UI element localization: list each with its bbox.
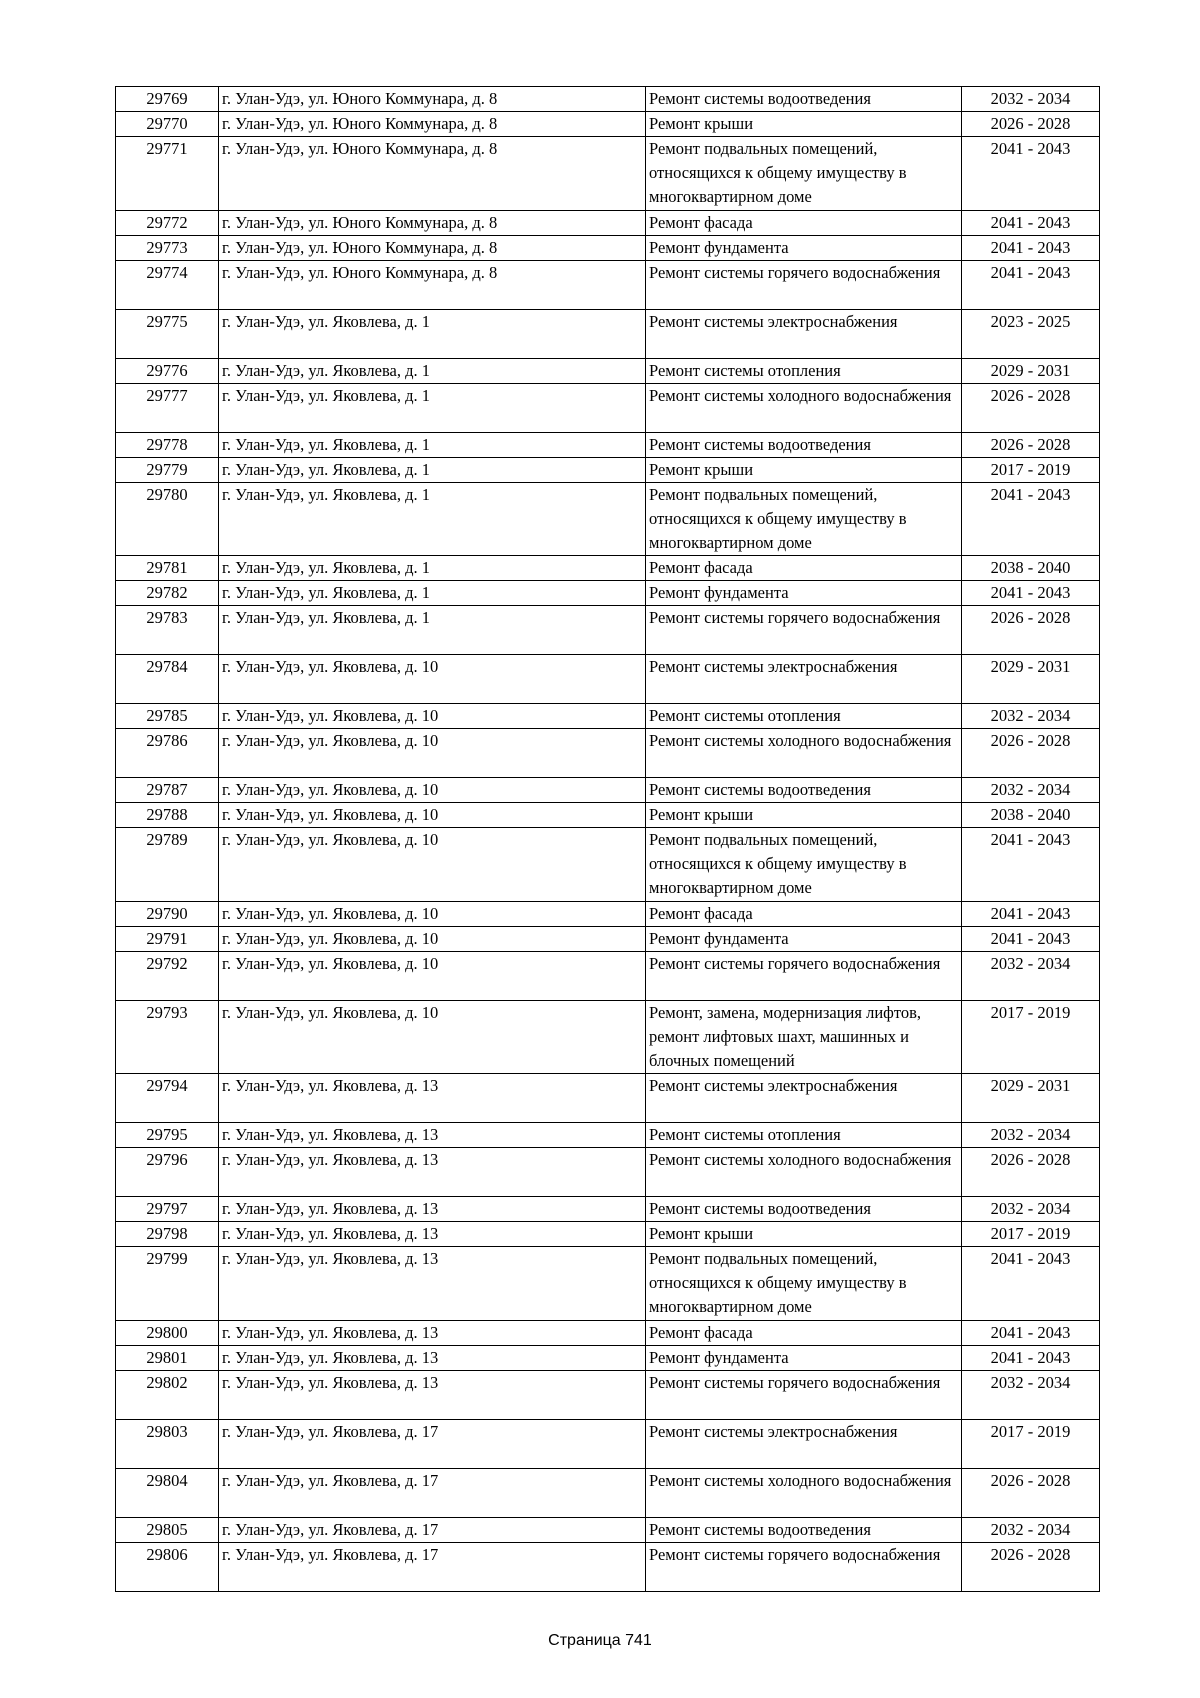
record-id-cell: 29783 [116, 606, 219, 655]
work-type-cell: Ремонт фундамента [646, 235, 962, 260]
record-id-cell: 29769 [116, 87, 219, 112]
address-cell: г. Улан-Удэ, ул. Яковлева, д. 1 [219, 556, 646, 581]
period-cell: 2032 - 2034 [962, 778, 1100, 803]
work-type-cell: Ремонт системы отопления [646, 358, 962, 383]
address-cell: г. Улан-Удэ, ул. Яковлева, д. 10 [219, 803, 646, 828]
address-cell: г. Улан-Удэ, ул. Яковлева, д. 13 [219, 1345, 646, 1370]
address-cell: г. Улан-Удэ, ул. Яковлева, д. 1 [219, 432, 646, 457]
work-type-cell: Ремонт фундамента [646, 1345, 962, 1370]
period-cell: 2041 - 2043 [962, 1320, 1100, 1345]
record-id-cell: 29792 [116, 951, 219, 1000]
record-id-cell: 29801 [116, 1345, 219, 1370]
table-row [116, 1197, 1100, 1222]
work-type-cell: Ремонт системы электроснабжения [646, 1074, 962, 1123]
work-type-cell: Ремонт системы отопления [646, 704, 962, 729]
table-row [116, 1542, 1100, 1591]
record-id-cell: 29784 [116, 655, 219, 704]
period-cell: 2041 - 2043 [962, 1345, 1100, 1370]
work-type-cell: Ремонт системы холодного водоснабжения [646, 729, 962, 778]
table-row [116, 432, 1100, 457]
period-cell: 2041 - 2043 [962, 482, 1100, 556]
work-type-cell: Ремонт системы холодного водоснабжения [646, 1468, 962, 1517]
record-id-cell: 29806 [116, 1542, 219, 1591]
work-type-cell: Ремонт системы электроснабжения [646, 309, 962, 358]
work-type-cell: Ремонт фундамента [646, 926, 962, 951]
address-cell: г. Улан-Удэ, ул. Яковлева, д. 13 [219, 1074, 646, 1123]
work-type-cell: Ремонт системы водоотведения [646, 87, 962, 112]
record-id-cell: 29778 [116, 432, 219, 457]
record-id-cell: 29779 [116, 457, 219, 482]
table-row [116, 457, 1100, 482]
work-type-cell: Ремонт системы электроснабжения [646, 655, 962, 704]
period-cell: 2032 - 2034 [962, 87, 1100, 112]
address-cell: г. Улан-Удэ, ул. Юного Коммунара, д. 8 [219, 137, 646, 211]
record-id-cell: 29791 [116, 926, 219, 951]
table-row [116, 951, 1100, 1000]
table-row [116, 87, 1100, 112]
record-id-cell: 29794 [116, 1074, 219, 1123]
work-type-cell: Ремонт фасада [646, 210, 962, 235]
period-cell: 2032 - 2034 [962, 1197, 1100, 1222]
table-row [116, 556, 1100, 581]
record-id-cell: 29782 [116, 581, 219, 606]
record-id-cell: 29803 [116, 1419, 219, 1468]
table-row [116, 112, 1100, 137]
period-cell: 2017 - 2019 [962, 1000, 1100, 1074]
address-cell: г. Улан-Удэ, ул. Яковлева, д. 1 [219, 457, 646, 482]
table-row [116, 260, 1100, 309]
record-id-cell: 29788 [116, 803, 219, 828]
table-row [116, 926, 1100, 951]
period-cell: 2029 - 2031 [962, 358, 1100, 383]
period-cell: 2041 - 2043 [962, 235, 1100, 260]
address-cell: г. Улан-Удэ, ул. Яковлева, д. 10 [219, 828, 646, 902]
work-type-cell: Ремонт системы электроснабжения [646, 1419, 962, 1468]
address-cell: г. Улан-Удэ, ул. Яковлева, д. 17 [219, 1419, 646, 1468]
address-cell: г. Улан-Удэ, ул. Яковлева, д. 10 [219, 778, 646, 803]
work-type-cell: Ремонт системы отопления [646, 1123, 962, 1148]
record-id-cell: 29795 [116, 1123, 219, 1148]
table-row [116, 137, 1100, 211]
period-cell: 2029 - 2031 [962, 1074, 1100, 1123]
record-id-cell: 29770 [116, 112, 219, 137]
record-id-cell: 29804 [116, 1468, 219, 1517]
address-cell: г. Улан-Удэ, ул. Яковлева, д. 1 [219, 581, 646, 606]
record-id-cell: 29793 [116, 1000, 219, 1074]
work-type-cell: Ремонт системы горячего водоснабжения [646, 1370, 962, 1419]
period-cell: 2032 - 2034 [962, 704, 1100, 729]
table-row [116, 901, 1100, 926]
record-id-cell: 29796 [116, 1148, 219, 1197]
table-row [116, 309, 1100, 358]
period-cell: 2041 - 2043 [962, 828, 1100, 902]
record-id-cell: 29798 [116, 1222, 219, 1247]
work-type-cell: Ремонт фундамента [646, 581, 962, 606]
period-cell: 2017 - 2019 [962, 457, 1100, 482]
record-id-cell: 29797 [116, 1197, 219, 1222]
table-row [116, 1370, 1100, 1419]
address-cell: г. Улан-Удэ, ул. Яковлева, д. 10 [219, 729, 646, 778]
period-cell: 2041 - 2043 [962, 1247, 1100, 1321]
work-type-cell: Ремонт системы водоотведения [646, 1517, 962, 1542]
period-cell: 2026 - 2028 [962, 729, 1100, 778]
address-cell: г. Улан-Удэ, ул. Яковлева, д. 13 [219, 1123, 646, 1148]
table-row [116, 1247, 1100, 1321]
address-cell: г. Улан-Удэ, ул. Яковлева, д. 1 [219, 358, 646, 383]
period-cell: 2029 - 2031 [962, 655, 1100, 704]
address-cell: г. Улан-Удэ, ул. Юного Коммунара, д. 8 [219, 112, 646, 137]
address-cell: г. Улан-Удэ, ул. Яковлева, д. 10 [219, 1000, 646, 1074]
period-cell: 2017 - 2019 [962, 1222, 1100, 1247]
record-id-cell: 29805 [116, 1517, 219, 1542]
period-cell: 2026 - 2028 [962, 112, 1100, 137]
record-id-cell: 29787 [116, 778, 219, 803]
work-type-cell: Ремонт крыши [646, 1222, 962, 1247]
work-type-cell: Ремонт фасада [646, 901, 962, 926]
work-type-cell: Ремонт системы холодного водоснабжения [646, 1148, 962, 1197]
address-cell: г. Улан-Удэ, ул. Юного Коммунара, д. 8 [219, 87, 646, 112]
address-cell: г. Улан-Удэ, ул. Яковлева, д. 13 [219, 1247, 646, 1321]
table-row [116, 1345, 1100, 1370]
table-row [116, 655, 1100, 704]
address-cell: г. Улан-Удэ, ул. Яковлева, д. 1 [219, 482, 646, 556]
address-cell: г. Улан-Удэ, ул. Юного Коммунара, д. 8 [219, 235, 646, 260]
period-cell: 2038 - 2040 [962, 803, 1100, 828]
work-type-cell: Ремонт системы водоотведения [646, 1197, 962, 1222]
work-type-cell: Ремонт подвальных помещений, относящихся к общему имуществу в многоквартирном доме [646, 137, 962, 211]
address-cell: г. Улан-Удэ, ул. Яковлева, д. 10 [219, 951, 646, 1000]
address-cell: г. Улан-Удэ, ул. Юного Коммунара, д. 8 [219, 210, 646, 235]
work-type-cell: Ремонт подвальных помещений, относящихся к общему имуществу в многоквартирном доме [646, 482, 962, 556]
work-type-cell: Ремонт системы холодного водоснабжения [646, 383, 962, 432]
record-id-cell: 29790 [116, 901, 219, 926]
address-cell: г. Улан-Удэ, ул. Яковлева, д. 1 [219, 606, 646, 655]
period-cell: 2026 - 2028 [962, 383, 1100, 432]
table-row [116, 383, 1100, 432]
record-id-cell: 29773 [116, 235, 219, 260]
record-id-cell: 29800 [116, 1320, 219, 1345]
table-row [116, 235, 1100, 260]
period-cell: 2041 - 2043 [962, 137, 1100, 211]
table-row [116, 1468, 1100, 1517]
period-cell: 2026 - 2028 [962, 1542, 1100, 1591]
address-cell: г. Улан-Удэ, ул. Яковлева, д. 17 [219, 1542, 646, 1591]
work-type-cell: Ремонт, замена, модернизация лифтов, ремонт лифтовых шахт, машинных и блочных помещений [646, 1000, 962, 1074]
record-id-cell: 29785 [116, 704, 219, 729]
record-id-cell: 29781 [116, 556, 219, 581]
record-id-cell: 29799 [116, 1247, 219, 1321]
address-cell: г. Улан-Удэ, ул. Яковлева, д. 17 [219, 1517, 646, 1542]
table-row [116, 1123, 1100, 1148]
table-row [116, 482, 1100, 556]
address-cell: г. Улан-Удэ, ул. Юного Коммунара, д. 8 [219, 260, 646, 309]
address-cell: г. Улан-Удэ, ул. Яковлева, д. 1 [219, 309, 646, 358]
period-cell: 2017 - 2019 [962, 1419, 1100, 1468]
period-cell: 2041 - 2043 [962, 210, 1100, 235]
table-row [116, 1000, 1100, 1074]
table-row [116, 803, 1100, 828]
period-cell: 2026 - 2028 [962, 606, 1100, 655]
table-row [116, 778, 1100, 803]
period-cell: 2041 - 2043 [962, 581, 1100, 606]
work-type-cell: Ремонт подвальных помещений, относящихся к общему имуществу в многоквартирном доме [646, 828, 962, 902]
period-cell: 2026 - 2028 [962, 1148, 1100, 1197]
period-cell: 2038 - 2040 [962, 556, 1100, 581]
work-type-cell: Ремонт подвальных помещений, относящихся к общему имуществу в многоквартирном доме [646, 1247, 962, 1321]
table-row [116, 704, 1100, 729]
table-row [116, 358, 1100, 383]
work-type-cell: Ремонт крыши [646, 112, 962, 137]
record-id-cell: 29775 [116, 309, 219, 358]
address-cell: г. Улан-Удэ, ул. Яковлева, д. 17 [219, 1468, 646, 1517]
page-number: Страница 741 [548, 1632, 652, 1649]
table-row [116, 1320, 1100, 1345]
address-cell: г. Улан-Удэ, ул. Яковлева, д. 10 [219, 926, 646, 951]
period-cell: 2032 - 2034 [962, 951, 1100, 1000]
table-row [116, 1148, 1100, 1197]
table-row [116, 606, 1100, 655]
work-type-cell: Ремонт системы водоотведения [646, 778, 962, 803]
record-id-cell: 29780 [116, 482, 219, 556]
work-type-cell: Ремонт системы водоотведения [646, 432, 962, 457]
address-cell: г. Улан-Удэ, ул. Яковлева, д. 13 [219, 1222, 646, 1247]
table-row [116, 1074, 1100, 1123]
address-cell: г. Улан-Удэ, ул. Яковлева, д. 1 [219, 383, 646, 432]
table-row [116, 1419, 1100, 1468]
record-id-cell: 29774 [116, 260, 219, 309]
period-cell: 2032 - 2034 [962, 1370, 1100, 1419]
period-cell: 2032 - 2034 [962, 1123, 1100, 1148]
period-cell: 2026 - 2028 [962, 432, 1100, 457]
record-id-cell: 29777 [116, 383, 219, 432]
period-cell: 2026 - 2028 [962, 1468, 1100, 1517]
work-type-cell: Ремонт крыши [646, 803, 962, 828]
record-id-cell: 29771 [116, 137, 219, 211]
record-id-cell: 29776 [116, 358, 219, 383]
address-cell: г. Улан-Удэ, ул. Яковлева, д. 10 [219, 901, 646, 926]
table-row [116, 729, 1100, 778]
table-row [116, 581, 1100, 606]
work-type-cell: Ремонт фасада [646, 1320, 962, 1345]
record-id-cell: 29789 [116, 828, 219, 902]
address-cell: г. Улан-Удэ, ул. Яковлева, д. 13 [219, 1148, 646, 1197]
work-type-cell: Ремонт системы горячего водоснабжения [646, 1542, 962, 1591]
repair-schedule-table [115, 86, 1100, 1592]
address-cell: г. Улан-Удэ, ул. Яковлева, д. 13 [219, 1320, 646, 1345]
table-row [116, 1222, 1100, 1247]
period-cell: 2041 - 2043 [962, 926, 1100, 951]
period-cell: 2023 - 2025 [962, 309, 1100, 358]
work-type-cell: Ремонт фасада [646, 556, 962, 581]
table-row [116, 828, 1100, 902]
address-cell: г. Улан-Удэ, ул. Яковлева, д. 10 [219, 704, 646, 729]
address-cell: г. Улан-Удэ, ул. Яковлева, д. 10 [219, 655, 646, 704]
period-cell: 2041 - 2043 [962, 260, 1100, 309]
period-cell: 2041 - 2043 [962, 901, 1100, 926]
work-type-cell: Ремонт системы горячего водоснабжения [646, 260, 962, 309]
work-type-cell: Ремонт системы горячего водоснабжения [646, 606, 962, 655]
table-body [116, 87, 1100, 1592]
address-cell: г. Улан-Удэ, ул. Яковлева, д. 13 [219, 1197, 646, 1222]
period-cell: 2032 - 2034 [962, 1517, 1100, 1542]
record-id-cell: 29772 [116, 210, 219, 235]
work-type-cell: Ремонт системы горячего водоснабжения [646, 951, 962, 1000]
address-cell: г. Улан-Удэ, ул. Яковлева, д. 13 [219, 1370, 646, 1419]
work-type-cell: Ремонт крыши [646, 457, 962, 482]
table-row [116, 210, 1100, 235]
record-id-cell: 29786 [116, 729, 219, 778]
table-row [116, 1517, 1100, 1542]
record-id-cell: 29802 [116, 1370, 219, 1419]
